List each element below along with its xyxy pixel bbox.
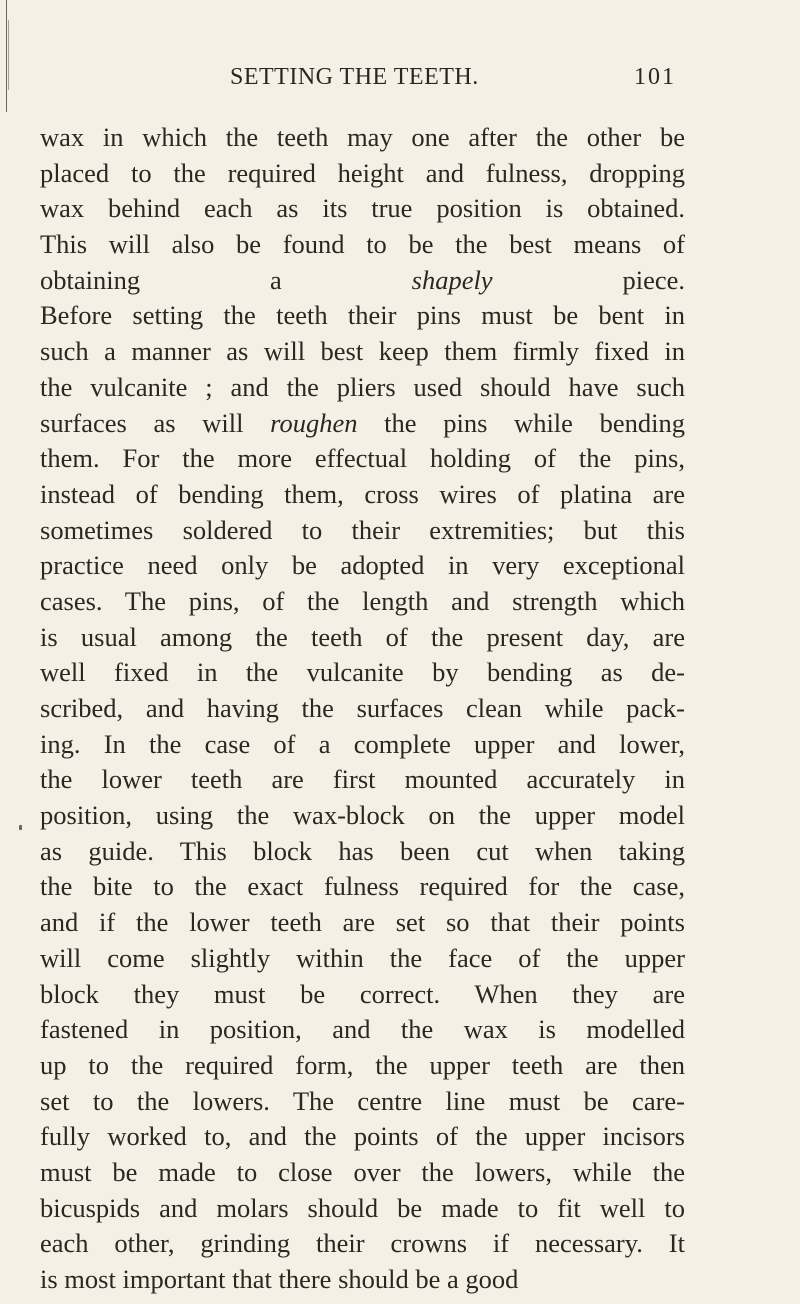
text-line <box>40 191 685 227</box>
text-line <box>40 477 685 513</box>
text-segment: scribed, and having the surfaces clean while pack- <box>40 693 685 723</box>
text-segment: wax in which the teeth may one after the other be <box>40 122 685 152</box>
text-line <box>40 1191 685 1227</box>
text-line <box>40 691 685 727</box>
text-segment: position, using the wax-block on the upper model <box>40 800 685 831</box>
page-header <box>0 64 800 104</box>
text-line <box>40 120 685 156</box>
text-segment: cases. The pins, of the length and strength which <box>40 585 685 616</box>
text-line <box>40 263 685 299</box>
text-segment: placed to the required height and fulness, dropping <box>40 157 685 188</box>
text-segment: piece. <box>492 264 685 295</box>
text-line <box>40 156 685 192</box>
text-line <box>40 869 685 905</box>
text-line <box>40 620 685 656</box>
text-line <box>40 584 685 620</box>
text-segment: wax behind each as its true position is obtained. <box>40 193 685 224</box>
text-segment: must be made to close over the lowers, while the <box>40 1156 685 1187</box>
text-line <box>40 406 685 442</box>
text-line <box>40 941 685 977</box>
text-segment: is most important that there should be a good <box>40 1264 519 1294</box>
text-segment: ing. In the case of a complete upper and lower, <box>40 728 685 759</box>
text-segment: instead of bending them, cross wires of platina are <box>40 478 685 509</box>
text-line <box>40 548 685 584</box>
text-segment: such a manner as will best keep them firmly fixed in <box>40 336 685 367</box>
text-segment: will come slightly within the face of the upper <box>40 942 685 973</box>
text-segment: sometimes soldered to their extremities; but this <box>40 514 685 545</box>
italic-word: roughen <box>270 407 358 438</box>
page-number: 101 <box>634 64 676 90</box>
text-line <box>40 834 685 870</box>
body-text <box>40 120 685 1298</box>
text-line <box>40 1012 685 1048</box>
text-segment: practice need only be adopted in very exceptional <box>40 550 685 581</box>
text-line <box>40 513 685 549</box>
text-line <box>40 762 685 798</box>
text-segment: Before setting the teeth their pins must be bent in <box>40 300 685 331</box>
text-segment: each other, grinding their crowns if necessary. It <box>40 1228 685 1259</box>
text-line <box>40 298 685 334</box>
running-title: SETTING THE TEETH. <box>230 64 479 90</box>
text-line <box>40 727 685 763</box>
text-line <box>40 1155 685 1191</box>
text-segment: This will also be found to be the best means of <box>40 229 685 260</box>
text-line <box>40 370 685 406</box>
text-line <box>40 1119 685 1155</box>
text-segment: the pins while bending <box>357 407 685 438</box>
italic-word: shapely <box>411 264 493 295</box>
text-segment: fastened in position, and the wax is modelled <box>40 1014 685 1045</box>
text-line <box>40 227 685 263</box>
text-segment: set to the lowers. The centre line must be care- <box>40 1085 685 1116</box>
text-segment: up to the required form, the upper teeth are then <box>40 1049 685 1080</box>
text-segment: bicuspids and molars should be made to fit well to <box>40 1192 685 1223</box>
text-segment: the lower teeth are first mounted accurately in <box>40 764 685 795</box>
text-line <box>40 441 685 477</box>
text-line <box>40 798 685 834</box>
text-segment: as guide. This block has been cut when taking <box>40 835 685 866</box>
text-line <box>40 334 685 370</box>
text-segment: block they must be correct. When they are <box>40 978 685 1009</box>
text-line <box>40 1262 685 1298</box>
text-segment: obtaining a <box>40 264 412 295</box>
text-line <box>40 977 685 1013</box>
text-line <box>40 905 685 941</box>
text-segment: fully worked to, and the points of the upper incisors <box>40 1121 685 1152</box>
text-segment: well fixed in the vulcanite by bending as de- <box>40 657 685 688</box>
text-segment: surfaces as will <box>40 407 271 438</box>
text-line <box>40 1084 685 1120</box>
print-speck <box>19 825 22 830</box>
text-segment: them. For the more effectual holding of the pins, <box>40 443 685 474</box>
text-line <box>40 655 685 691</box>
text-segment: is usual among the teeth of the present day, are <box>40 621 685 652</box>
text-segment: and if the lower teeth are set so that their points <box>40 907 685 938</box>
text-segment: the bite to the exact fulness required for the case, <box>40 871 685 902</box>
text-segment: the vulcanite ; and the pliers used should have such <box>40 371 685 402</box>
text-line <box>40 1226 685 1262</box>
text-line <box>40 1048 685 1084</box>
